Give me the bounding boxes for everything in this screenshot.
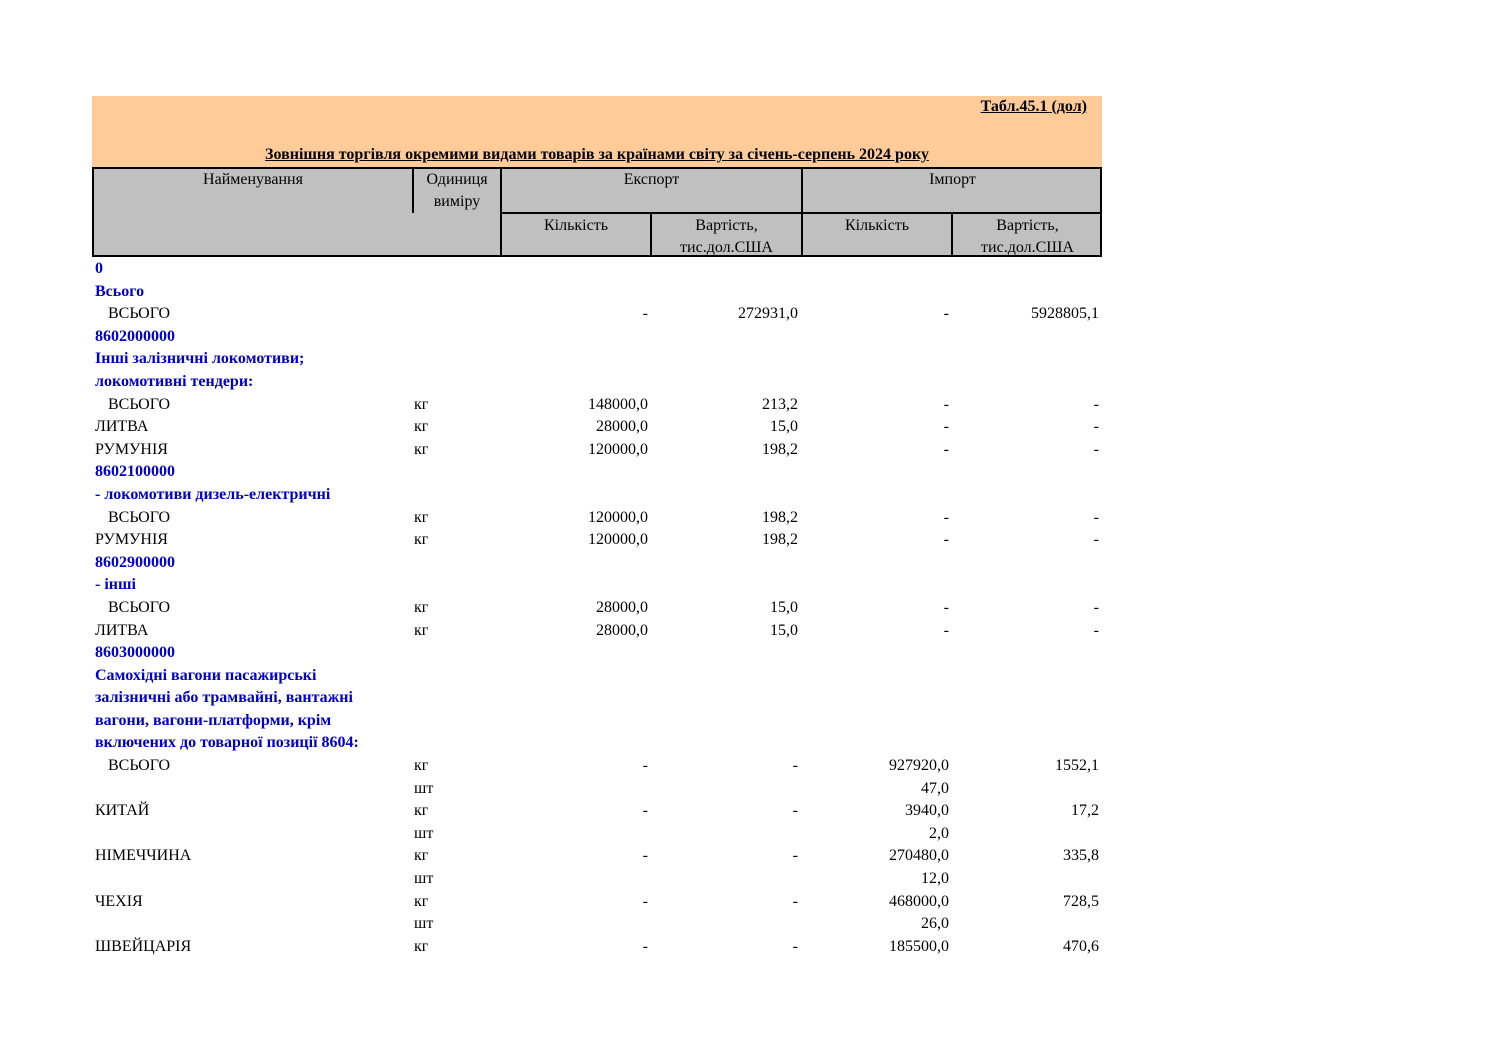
import-value: 17,2 (1071, 802, 1099, 820)
section-row (92, 484, 1102, 507)
row-name: вагони, вагони-платформи, крім (95, 711, 332, 729)
import-quantity: - (943, 395, 949, 413)
row-name: локомотивні тендери: (95, 372, 254, 390)
export-value: - (792, 937, 798, 955)
header-export: Експорт (623, 171, 680, 188)
row-unit: кг (414, 418, 429, 436)
import-quantity: 47,0 (921, 779, 949, 797)
section-row (92, 574, 1102, 597)
import-quantity: 12,0 (921, 870, 949, 888)
table-row (92, 620, 1102, 643)
import-quantity: 2,0 (929, 824, 949, 842)
import-value: - (1093, 508, 1099, 526)
row-name: РУМУНІЯ (95, 531, 168, 549)
export-quantity: - (642, 757, 648, 775)
row-name: ЛИТВА (95, 418, 149, 436)
row-unit: кг (414, 937, 429, 955)
section-row (92, 687, 1102, 710)
import-quantity: - (943, 440, 949, 458)
export-value: - (792, 802, 798, 820)
row-name: включених до товарної позиції 8604: (95, 734, 359, 752)
export-quantity: - (642, 937, 648, 955)
row-name: ВСЬОГО (108, 598, 171, 616)
row-unit: кг (414, 892, 429, 910)
header-import-qty: Кількість (844, 217, 909, 234)
export-value: 213,2 (762, 395, 798, 413)
export-quantity: 28000,0 (596, 598, 648, 616)
import-quantity: 468000,0 (889, 892, 949, 910)
row-unit: кг (414, 621, 429, 639)
row-name: 8602900000 (95, 553, 175, 571)
row-name: ВСЬОГО (108, 395, 171, 413)
section-row (92, 258, 1102, 281)
export-value: 198,2 (762, 440, 798, 458)
import-quantity: - (943, 621, 949, 639)
table-row (92, 868, 1102, 891)
row-name: ВСЬОГО (108, 305, 171, 323)
section-row (92, 326, 1102, 349)
table-row (92, 529, 1102, 552)
section-row (92, 281, 1102, 304)
table-header (92, 167, 1102, 257)
export-quantity: - (642, 847, 648, 865)
import-value: - (1093, 531, 1099, 549)
row-name: ЧЕХІЯ (95, 892, 143, 910)
table-row (92, 755, 1102, 778)
import-quantity: - (943, 305, 949, 323)
table-row (92, 303, 1102, 326)
table-row (92, 913, 1102, 936)
export-quantity: 120000,0 (588, 440, 648, 458)
table-row (92, 800, 1102, 823)
import-value: - (1093, 621, 1099, 639)
row-name: 8602100000 (95, 463, 175, 481)
import-quantity: 270480,0 (889, 847, 949, 865)
export-value: 15,0 (770, 621, 798, 639)
import-quantity: 185500,0 (889, 937, 949, 955)
import-value: 1552,1 (1055, 757, 1099, 775)
section-row (92, 552, 1102, 575)
row-unit: шт (414, 915, 434, 933)
section-row (92, 665, 1102, 688)
import-value: 335,8 (1063, 847, 1099, 865)
export-quantity: - (642, 305, 648, 323)
section-row (92, 642, 1102, 665)
export-quantity: - (642, 892, 648, 910)
export-value: 272931,0 (738, 305, 798, 323)
table-id: Табл.45.1 (дол) (980, 98, 1087, 115)
header-unit: Одиниця виміру (426, 171, 488, 210)
row-name: 8602000000 (95, 327, 175, 345)
row-name: ВСЬОГО (108, 757, 171, 775)
section-row (92, 371, 1102, 394)
section-row (92, 732, 1102, 755)
export-value: - (792, 757, 798, 775)
export-value: 15,0 (770, 418, 798, 436)
row-unit: кг (414, 598, 429, 616)
export-quantity: 120000,0 (588, 508, 648, 526)
table-row (92, 936, 1102, 959)
table-row (92, 778, 1102, 801)
table-body (92, 257, 1102, 958)
row-name: Всього (95, 282, 145, 300)
row-unit: кг (414, 847, 429, 865)
table-row (92, 597, 1102, 620)
import-value: - (1093, 418, 1099, 436)
row-unit: кг (414, 508, 429, 526)
row-name: ШВЕЙЦАРІЯ (95, 937, 192, 955)
export-quantity: 120000,0 (588, 531, 648, 549)
import-value: 728,5 (1063, 892, 1099, 910)
import-quantity: - (943, 598, 949, 616)
trade-table-sheet (92, 96, 1102, 958)
export-quantity: 28000,0 (596, 621, 648, 639)
row-name: 0 (95, 260, 103, 277)
row-name: Інші залізничні локомотиви; (95, 350, 305, 368)
row-unit: шт (414, 779, 434, 797)
header-import-value: Вартість, тис.дол.США (981, 217, 1074, 256)
row-name: - локомотиви дизель-електричні (95, 485, 331, 503)
section-row (92, 710, 1102, 733)
header-export-value: Вартість, тис.дол.США (680, 217, 773, 256)
row-unit: кг (414, 757, 429, 775)
header-export-qty: Кількість (543, 217, 608, 234)
row-name: 8603000000 (95, 644, 175, 662)
import-quantity: 26,0 (921, 915, 949, 933)
row-name: ЛИТВА (95, 621, 149, 639)
import-value: 470,6 (1063, 937, 1099, 955)
row-unit: кг (414, 440, 429, 458)
table-row (92, 507, 1102, 530)
table-banner (92, 96, 1102, 167)
table-row (92, 439, 1102, 462)
import-value: - (1093, 440, 1099, 458)
header-name: Найменування (203, 171, 303, 188)
row-unit: кг (414, 395, 429, 413)
export-value: 15,0 (770, 598, 798, 616)
row-unit: кг (414, 531, 429, 549)
table-row (92, 394, 1102, 417)
row-name: Самохідні вагони пасажирські (95, 666, 317, 684)
row-name: ВСЬОГО (108, 508, 171, 526)
row-name: РУМУНІЯ (95, 440, 168, 458)
section-row (92, 348, 1102, 371)
table-row (92, 891, 1102, 914)
row-unit: кг (414, 802, 429, 820)
export-quantity: 148000,0 (588, 395, 648, 413)
export-quantity: - (642, 802, 648, 820)
export-value: 198,2 (762, 508, 798, 526)
header-import: Імпорт (929, 171, 976, 188)
row-name: КИТАЙ (95, 802, 150, 820)
section-row (92, 461, 1102, 484)
import-quantity: 3940,0 (905, 802, 949, 820)
row-name: - інші (95, 576, 136, 594)
import-quantity: - (943, 508, 949, 526)
export-quantity: 28000,0 (596, 418, 648, 436)
export-value: - (792, 892, 798, 910)
table-row (92, 845, 1102, 868)
import-quantity: - (943, 418, 949, 436)
import-quantity: 927920,0 (889, 757, 949, 775)
import-quantity: - (943, 531, 949, 549)
row-name: НІМЕЧЧИНА (95, 847, 192, 865)
row-name: залізничні або трамвайні, вантажні (95, 689, 353, 707)
row-unit: шт (414, 824, 434, 842)
import-value: 5928805,1 (1031, 305, 1099, 323)
table-row (92, 416, 1102, 439)
export-value: - (792, 847, 798, 865)
export-value: 198,2 (762, 531, 798, 549)
row-unit: шт (414, 870, 434, 888)
table-title: Зовнішня торгівля окремими видами товарів за країнами світу за січень-серпень 2024 року (265, 146, 929, 163)
import-value: - (1093, 598, 1099, 616)
table-row (92, 823, 1102, 846)
import-value: - (1093, 395, 1099, 413)
